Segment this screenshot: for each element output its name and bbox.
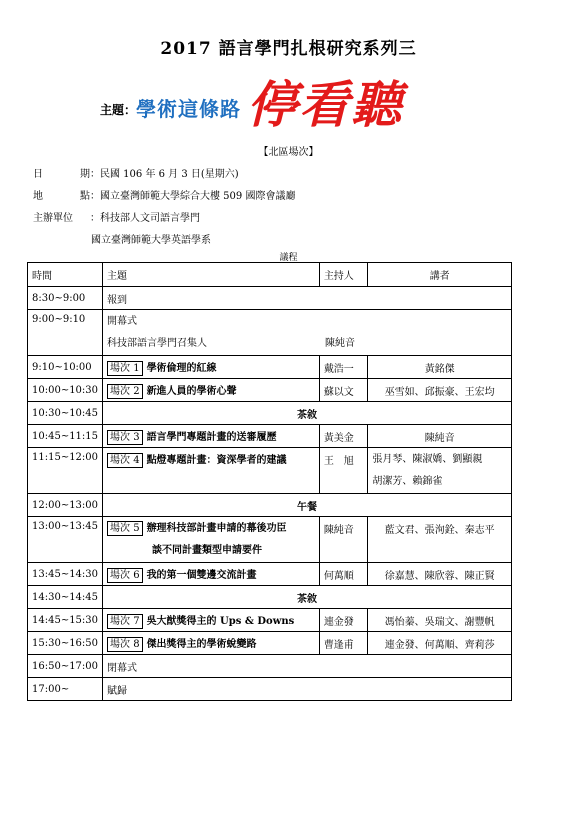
row-topic: 場次 8 傑出獎得主的學術蛻變路 — [103, 632, 320, 655]
row-topic: 場次 4 點燈專題計畫：資深學者的建議 — [103, 448, 320, 494]
session-box: 場次 5 — [107, 521, 143, 536]
row-topic: 報到 — [103, 287, 512, 310]
row-break: 茶敘 — [103, 586, 512, 609]
row-time: 12:00~13:00 — [28, 494, 103, 517]
table-row — [28, 310, 512, 356]
row-break: 午餐 — [103, 494, 512, 517]
theme-heading — [100, 70, 404, 134]
row-speakers: 張月琴、陳淑嬌、劉顯親 胡潔芳、賴錦雀 — [368, 448, 512, 494]
header-host: 主持人 — [319, 263, 368, 287]
agenda-table — [27, 262, 512, 701]
table-row — [28, 379, 512, 402]
row-time: 10:45~11:15 — [28, 425, 103, 448]
row-time: 13:45~14:30 — [28, 563, 103, 586]
table-row — [28, 402, 512, 425]
theme-main: 學術這條路 — [136, 97, 242, 121]
row-topic: 賦歸 — [103, 678, 512, 701]
session-box: 場次 3 — [107, 430, 143, 445]
place-label: 地 點 — [33, 191, 90, 202]
row-host: 連金發 — [319, 609, 368, 632]
row-host: 蘇以文 — [319, 379, 368, 402]
table-row — [28, 517, 512, 563]
header-time: 時間 — [28, 263, 103, 287]
row-topic: 場次 5 辦理科技部計畫申請的幕後功臣 談不同計畫類型申請要件 — [103, 517, 320, 563]
table-row — [28, 655, 512, 678]
row-speakers: 黃銘傑 — [368, 356, 512, 379]
table-row — [28, 586, 512, 609]
row-speakers: 連金發、何萬順、齊莉莎 — [368, 632, 512, 655]
row-topic: 場次 7 吳大猷獎得主的 Ups & Downs — [103, 609, 320, 632]
row-time: 16:50~17:00 — [28, 655, 103, 678]
info-date: 日 期 ： 民國 106 年 6 月 3 日(星期六) — [33, 165, 239, 180]
row-host: 王 旭 — [319, 448, 368, 494]
date-label: 日 期 — [33, 169, 90, 180]
table-row — [28, 287, 512, 310]
row-speakers: 藍文君、張洵銓、秦志平 — [368, 517, 512, 563]
theme-accent: 停看聽 — [247, 75, 404, 134]
row-time: 17:00~ — [28, 678, 103, 701]
row-topic: 場次 1 學術倫理的紅線 — [103, 356, 320, 379]
row-topic: 場次 2 新進人員的學術心聲 — [103, 379, 320, 402]
header-topic: 主題 — [103, 263, 320, 287]
host-value-1: 科技部人文司語言學門 — [100, 213, 200, 224]
table-row — [28, 494, 512, 517]
host-value-2: 國立臺灣師範大學英語學系 — [91, 235, 211, 246]
row-topic: 場次 6 我的第一個雙邊交流計畫 — [103, 563, 320, 586]
row-break: 茶敘 — [103, 402, 512, 425]
table-row — [28, 356, 512, 379]
info-place: 地 點 ： 國立臺灣師範大學綜合大樓 509 國際會議廳 — [33, 187, 295, 202]
table-row — [28, 448, 512, 494]
row-time: 13:00~13:45 — [28, 517, 103, 563]
row-host: 黃美金 — [319, 425, 368, 448]
table-header-row — [28, 263, 512, 287]
row-speakers: 陳純音 — [368, 425, 512, 448]
row-time: 14:30~14:45 — [28, 586, 103, 609]
row-time: 10:30~10:45 — [28, 402, 103, 425]
row-time: 14:45~15:30 — [28, 609, 103, 632]
table-row — [28, 632, 512, 655]
row-host: 陳純音 — [319, 517, 368, 563]
session-box: 場次 4 — [107, 453, 143, 468]
row-host: 戴浩一 — [319, 356, 368, 379]
row-time: 11:15~12:00 — [28, 448, 103, 494]
row-speakers: 徐嘉慧、陳欣蓉、陳正賢 — [368, 563, 512, 586]
session-box: 場次 6 — [107, 568, 143, 583]
row-host: 曹逢甫 — [319, 632, 368, 655]
row-time: 9:00~9:10 — [28, 310, 103, 356]
session-box: 場次 8 — [107, 637, 143, 652]
session-box: 場次 2 — [107, 384, 143, 399]
row-time: 15:30~16:50 — [28, 632, 103, 655]
row-speakers: 馮怡蓁、吳瑞文、謝豐帆 — [368, 609, 512, 632]
document-title: 2017 語言學門扎根研究系列三 — [160, 39, 417, 59]
venue-label: 【北區場次】 — [258, 147, 319, 158]
header-speakers: 講者 — [368, 263, 512, 287]
table-row — [28, 563, 512, 586]
row-time: 10:00~10:30 — [28, 379, 103, 402]
table-row — [28, 425, 512, 448]
date-value: 民國 106 年 6 月 3 日(星期六) — [100, 169, 239, 180]
row-topic: 閉幕式 — [103, 655, 512, 678]
table-row — [28, 678, 512, 701]
agenda-label: 議程 — [279, 253, 298, 263]
row-topic: 開幕式 科技部語言學門召集人 陳純音 — [103, 310, 512, 356]
host-label: 主辦單位 — [33, 213, 73, 224]
session-box: 場次 1 — [107, 361, 143, 376]
row-time: 9:10~10:00 — [28, 356, 103, 379]
table-row — [28, 609, 512, 632]
place-value: 國立臺灣師範大學綜合大樓 509 國際會議廳 — [100, 191, 296, 202]
row-speakers: 巫雪如、邱振豪、王宏均 — [368, 379, 512, 402]
row-topic: 場次 3 語言學門專題計畫的送審履歷 — [103, 425, 320, 448]
row-time: 8:30~9:00 — [28, 287, 103, 310]
theme-prefix: 主題： — [100, 103, 137, 117]
row-host: 何萬順 — [319, 563, 368, 586]
info-host: 主辦單位 ： 科技部人文司語言學門 — [33, 209, 200, 224]
session-box: 場次 7 — [107, 614, 143, 629]
info-host-2 — [91, 231, 211, 246]
